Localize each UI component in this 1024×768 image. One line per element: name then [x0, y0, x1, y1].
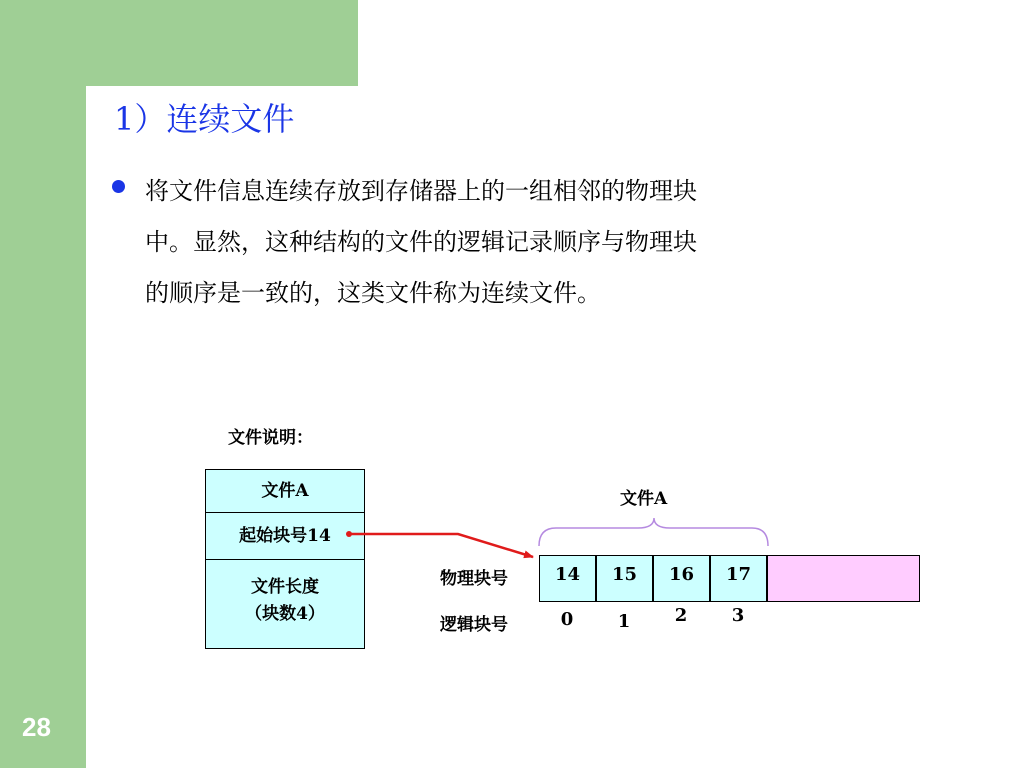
descriptor-length-line1: 文件长度: [251, 577, 319, 597]
physical-block-cell: 15: [596, 555, 653, 602]
descriptor-file-name: 文件A: [206, 470, 364, 513]
physical-block-cell: 17: [710, 555, 767, 602]
bullet-line: 的顺序是一致的，这类文件称为连续文件。: [145, 279, 601, 307]
descriptor-start-block: 起始块号14: [206, 513, 364, 560]
bullet-line: 将文件信息连续存放到存储器上的一组相邻的物理块: [145, 177, 697, 205]
logical-block-number: 2: [674, 605, 688, 626]
diagram-caption: 文件说明：: [228, 428, 313, 448]
logical-block-label: 逻辑块号: [440, 615, 508, 635]
logical-block-number: 0: [560, 609, 574, 630]
logical-block-number: 3: [731, 605, 745, 626]
pointer-arrow: [349, 534, 533, 557]
slide-title: 1）连续文件: [114, 100, 295, 138]
bullet-line: 中。显然，这种结构的文件的逻辑记录顺序与物理块: [145, 228, 697, 256]
page-number: 28: [22, 712, 51, 742]
file-block-label: 文件A: [620, 489, 668, 509]
brace-icon: [539, 518, 768, 546]
descriptor-length-line2: （块数4）: [245, 604, 325, 624]
physical-block-cell: 16: [653, 555, 710, 602]
physical-block-cell: 14: [539, 555, 596, 602]
physical-block-label: 物理块号: [440, 569, 508, 589]
logical-block-number: 1: [617, 611, 631, 632]
pointer-origin-dot: [346, 531, 352, 537]
